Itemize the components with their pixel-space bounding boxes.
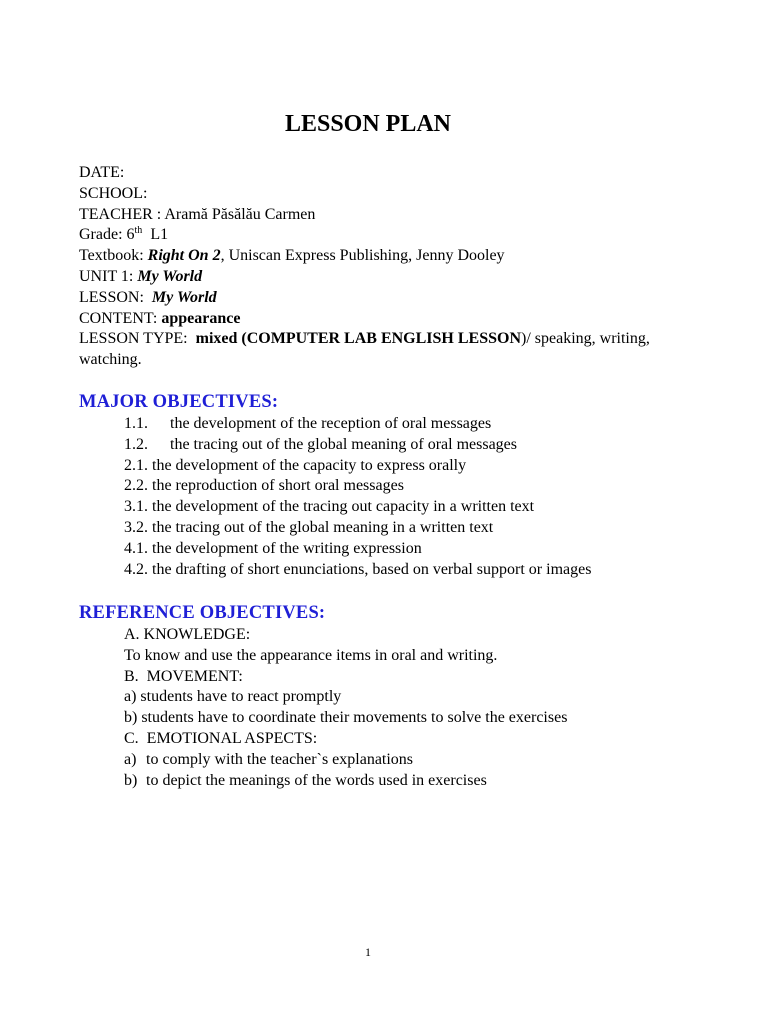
knowledge-text: To know and use the appearance items in oral and writing. (124, 646, 498, 664)
emotional-item-b (124, 771, 567, 792)
list-item (124, 476, 591, 497)
list-item-text: the development of the reception of oral messages (170, 415, 492, 432)
list-item (124, 560, 591, 581)
emotional-item-b-marker: b) (124, 771, 138, 789)
list-item (124, 518, 591, 539)
lesson-type-label: LESSON TYPE: (79, 330, 196, 348)
textbook-details: , Uniscan Express Publishing, Jenny Dooley (220, 247, 505, 265)
content-label: CONTENT: (79, 309, 162, 327)
list-item (124, 414, 591, 435)
date-line (79, 163, 719, 184)
knowledge-label: A. KNOWLEDGE: (124, 626, 251, 643)
grade-superscript: th (134, 225, 143, 237)
list-item-number: 1.1. (124, 415, 148, 432)
emotional-label: C. EMOTIONAL ASPECTS: (124, 729, 318, 747)
content-value: appearance (161, 309, 241, 327)
movement-label: B. MOVEMENT: (124, 667, 243, 685)
emotional-item-a (124, 750, 567, 771)
unit-label: UNIT 1: (79, 267, 138, 285)
grade-label: Grade: 6 (79, 226, 135, 244)
lesson-type-value: mixed (COMPUTER LAB ENGLISH LESSON (195, 330, 521, 348)
textbook-line (79, 246, 719, 267)
date-label: DATE: (79, 164, 125, 181)
list-item-text: 3.2. the tracing out of the global meaning in a written text (124, 518, 494, 536)
lesson-label: LESSON: (79, 288, 152, 306)
lesson-line (79, 288, 719, 309)
school-label: SCHOOL: (79, 184, 148, 202)
lesson-header (79, 163, 719, 371)
textbook-title: Right On 2 (147, 247, 221, 265)
movement-item-a: a) students have to react promptly (124, 688, 342, 706)
teacher-label: TEACHER : (79, 205, 165, 223)
grade-line (79, 225, 719, 246)
list-item-text: 4.1. the development of the writing expression (124, 539, 422, 557)
emotional-item-b-text: to depict the meanings of the words used in exercises (146, 771, 487, 789)
major-objectives-heading: MAJOR OBJECTIVES: (79, 392, 279, 412)
list-item-text: the tracing out of the global meaning of oral messages (170, 435, 518, 453)
list-item-text: 2.1. the development of the capacity to express orally (124, 456, 467, 474)
lesson-value: My World (151, 288, 217, 306)
teacher-line (79, 205, 719, 226)
school-line (79, 184, 719, 205)
teacher-value: Aramă Păsălău Carmen (164, 205, 316, 223)
unit-value: My World (137, 267, 203, 285)
list-item (124, 539, 591, 560)
page-title: LESSON PLAN (284, 111, 452, 137)
emotional-item-a-marker: a) (124, 750, 137, 768)
major-objectives-list (124, 414, 591, 580)
reference-objectives-heading: REFERENCE OBJECTIVES: (79, 603, 326, 623)
content-line (79, 309, 719, 330)
reference-objectives-list (124, 625, 567, 791)
lesson-type-line (79, 329, 659, 371)
list-item-text: 2.2. the reproduction of short oral messages (124, 477, 404, 495)
lesson-type-rest: )/ speaking, writing, watching. (79, 330, 650, 369)
page-number: 1 (365, 945, 371, 959)
movement-item-b: b) students have to coordinate their movements to solve the exercises (124, 709, 568, 727)
list-item-number: 1.2. (124, 435, 148, 453)
unit-line (79, 267, 719, 288)
list-item-text: 4.2. the drafting of short enunciations, based on verbal support or images (124, 560, 592, 578)
list-item (124, 497, 591, 518)
textbook-label: Textbook: (79, 247, 148, 265)
emotional-item-a-text: to comply with the teacher`s explanations (146, 750, 414, 768)
list-item-text: 3.1. the development of the tracing out capacity in a written text (124, 498, 535, 516)
grade-suffix: L1 (142, 226, 169, 244)
list-item (124, 456, 591, 477)
list-item (124, 435, 591, 456)
